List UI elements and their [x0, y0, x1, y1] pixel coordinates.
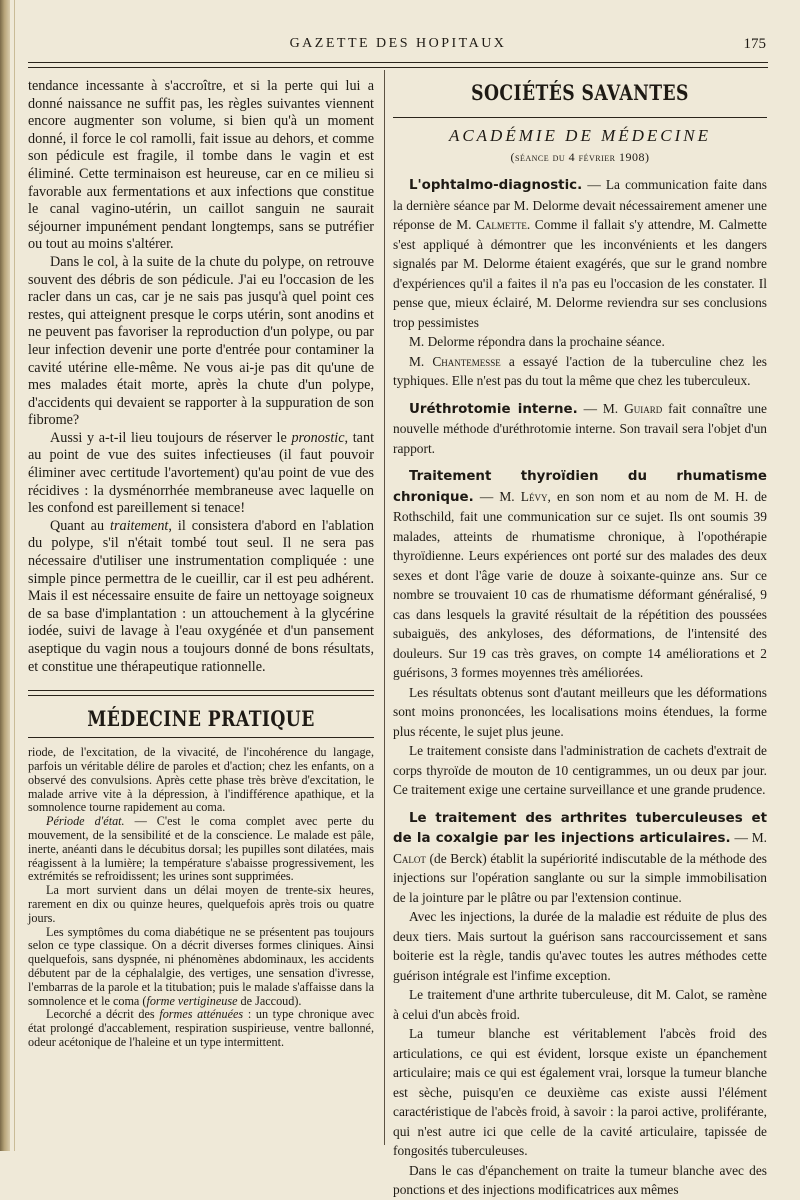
- entry-arthritis: Le traitement des arthrites tuberculeuses et de la coxalgie par les injections articulaires. — M. Calot (de Berck) établit la supériorité indiscutable de la méthode des injections sur l'opération sanglante ou sur la simple immobilisation de la jointure par le plâtre ou par l'extension continue.: [393, 810, 767, 905]
- left-column: [28, 78, 374, 1050]
- author-name: Calmette: [475, 217, 527, 232]
- emphasis-prognosis: pronostic: [291, 429, 345, 446]
- emphasis-treatment: traitement: [110, 517, 169, 534]
- prognosis-paragraph: [28, 430, 374, 518]
- text-run: . Comme il fallait s'y attendre, M. Calmette s'est appliqué à démontrer que les inconvénients et les dangers signalés par M. Delorme étaient exagérés, que sur le grand nombre d'expériences qu'il a faites il n'a pas eu l'occasion de les constater. Il pense que, mieux éclairé, M. Delorme reviendra sur ses conclusions trop pessimistes: [393, 217, 767, 330]
- paragraph: [28, 1008, 374, 1049]
- section-heading: MÉDECINE PRATIQUE: [87, 706, 315, 732]
- practical-medicine-header: [28, 706, 374, 731]
- entry-title: Le traitement des arthrites tuberculeuses et de la coxalgie par les injections articulaires.: [393, 810, 767, 846]
- paragraph: Dans le col, à la suite de la chute du polype, on retrouve souvent des débris de son pédicule. J'ai eu l'occasion de les racler dans un cas, car je ne sais pas jusqu'à quel point ces restes, qui atteignent presque le corps utérin, sont anodins et ne peuvent pas favoriser la reproduction d'un polype, ou par leur infection devenir une porte d'entrée pour contaminer la cavité utérine elle-même. Ne vous ai-je pas dit qu'une de mes malades était morte, après la chute d'un polype, d'accidents qui devaient se rapporter à la suppuration de son fibrome?: [28, 253, 374, 429]
- section-underline: [393, 117, 767, 118]
- paragraph: [28, 926, 374, 1009]
- text-run: Lecorché a décrit des: [46, 1007, 160, 1022]
- text-run: , tant au point de vue des suites infectieuses (il faut pouvoir éliminer avec certitude l'avortement) qu'au point de vue des récidives : la dysménorrhée membraneuse avec laquelle on les confond est pareillement si tenace!: [28, 429, 375, 517]
- text-run: , en son nom et au nom de M. H. de Rothschild, fait une communication sur ce sujet. Ils ont soumis 39 malades, atteints de rhumatisme chronique, à l'opothérapie thyroïdienne. Leurs expériences ont porté sur des malades des deux sexes et dont l'âge varie de douze à soixante-quinze ans. Sur ce nombre se trouvaient 10 cas de rhumatisme déformant généralisé, 9 cas dans lesquels la gravité résultait de la répétition des poussées subaiguës, des ankyloses, des déformations, de l'intensité des douleurs. Sur 19 cas très graves, on compte 14 améliorations et 2 guérisons, 3 formes moyennes très améliorées.: [393, 488, 767, 680]
- paragraph: Le traitement consiste dans l'administration de cachets d'extrait de corps thyroïde de mouton de 10 centigrammes, un ou deux par jour. Ce traitement exige une certaine surveillance et une grande prudence.: [393, 743, 767, 797]
- paragraph: La tumeur blanche est véritablement l'abcès froid des articulations, ce qui est évident, lorsque existe un épanchement articulaire; mais ce qui est également vrai, lorsque la tumeur blanche est sèche, puisqu'en ce deuxième cas existe aussi l'élément caractéristique de l'abcès froid, à savoir : la paroi active, proliférante, qui n'est autre ici que celle de la cavité articulaire, tapissée de fongosités tuberculeuses.: [393, 1026, 767, 1158]
- paragraph: M. Chantemesse a essayé l'action de la tuberculine chez les typhiques. Elle n'est pas du tout la même que chez les tuberculeux.: [393, 353, 767, 388]
- paragraph: M. Delorme répondra dans la prochaine séance.: [409, 334, 665, 349]
- entry-ophtalmo: [393, 175, 767, 332]
- paragraph: Avec les injections, la durée de la maladie est réduite de plus des deux tiers. Mais surtout la guérison sans raccourcissement et sans boiterie est la règle, tandis qu'avec toutes les autres méthodes cette guérison intégrale est l'infime exception.: [393, 909, 767, 983]
- section-underline: [28, 737, 374, 738]
- paragraph: tendance incessante à s'accroître, et si la perte qui lui a donné naissance ne suffit pas, les règles suivantes viennent encore augmenter son volume, si bien qu'à un moment donné, il force le col ramolli, fait issue au dehors, et comme son pédicule est fragile, il tombe dans le vagin et est éliminé. Cette terminaison est heureuse, car en ce milieu si favorable aux fermentations et aux infections que constitue le canal vagino-utérin, un caillot sanguin ne saurait séjourner impunément pendant longtemps, sans se putréfier ou tout au moins s'altérer.: [28, 78, 374, 253]
- binding-shadow-line: [14, 0, 15, 1151]
- entry-title: Traitement thyroïdien du rhumatisme chronique.: [393, 469, 767, 505]
- paragraph: La mort survient dans un délai moyen de trente-six heures, rarement en dix ou quinze heures, quelquefois après trois ou quatre jours.: [28, 883, 374, 925]
- entry-title: L'ophtalmo-diagnostic.: [409, 178, 583, 193]
- author-name: Guiard: [624, 400, 663, 416]
- book-binding-edge: [0, 0, 10, 1151]
- emphasis: forme vertigineuse: [146, 993, 238, 1008]
- paragraph: [28, 815, 374, 884]
- author-name: Calot: [393, 850, 426, 866]
- text-run: : un type chronique avec état prolongé d'accablement, respiration suspirieuse, ventre ballonné, odeur acétonique de l'haleine et un type intermittent.: [28, 1007, 375, 1049]
- text-run: — La communication faite dans la dernière séance par M. Delorme devait nécessairement amener une réponse de M.: [393, 177, 767, 232]
- fibroid-article: [28, 78, 374, 676]
- text-run: Aussi y a-t-il lieu toujours de réserver le: [50, 429, 292, 446]
- paragraph: Dans le cas d'épanchement on traite la tumeur blanche avec des ponctions et des injections modificatrices aux mêmes: [393, 1162, 767, 1197]
- journal-title: GAZETTE DES HOPITAUX: [289, 36, 507, 51]
- practical-medicine-text: [28, 746, 374, 1050]
- paragraph: Le traitement d'une arthrite tuberculeuse, dit M. Calot, se ramène à celui d'un abcès froid.: [393, 987, 767, 1022]
- period-label: Période d'état.: [46, 814, 125, 829]
- emphasis: formes atténuées: [159, 1007, 244, 1022]
- right-column: [393, 78, 767, 1200]
- text-run: , il consistera d'abord en l'ablation du polype, s'il n'était tombé tout seul. Il ne sera pas nécessaire d'utiliser une instrumentation compliquée : une simple pince permettra de le cueillir, car il est peu adhérent. Mais il est nécessaire ensuite de faire un nettoyage soigneux de sa base d'implantation : un attouchement à la glycérine iodée, suivi de lavage à l'eau oxygénée et d'un pansement aseptique du vagin nous a toujours donné de bons résultats, et constitue une thérapeutique rationnelle.: [28, 517, 374, 675]
- section-heading: SOCIÉTÉS SAVANTES: [471, 80, 689, 105]
- text-run: Les symptômes du coma diabétique ne se présentent pas toujours selon ce type classique. On a décrit diverses formes cliniques. Ainsi quelquefois, sans dyspnée, ni phénomènes abdominaux, les accidents débutent par de la céphalalgie, des vertiges, une sensation d'ivresse, l'embarras de la parole et la titubation; puis le malade s'affaisse dans la somnolence et le coma (: [28, 924, 374, 1008]
- entry-title: Uréthrotomie interne.: [409, 401, 578, 417]
- entry-thyroid: Traitement thyroïdien du rhumatisme chronique. — M. Lévy, en son nom et au nom de M. H. de Rothschild, fait une communication sur ce sujet. Ils ont soumis 39 malades, atteints de rhumatisme chronique, à l'opothérapie thyroïdienne. Leurs expériences ont porté sur des malades des deux sexes et dont l'âge varie de douze à soixante-quinze ans. Sur ce nombre se trouvaient 10 cas de rhumatisme déformant généralisé, 9 cas dans lesquels la gravité résultait de la répétition des poussées subaiguës, des ankyloses, des déformations, de l'intensité des douleurs. Sur 19 cas très graves, on compte 14 améliorations et 2 guérisons, 3 formes moyennes très améliorées.: [393, 469, 767, 680]
- entry-urethrotomy: Uréthrotomie interne. — M. Guiard fait connaître une nouvelle méthode d'uréthrotomie interne. Son travail sera l'objet d'un rapport.: [393, 400, 767, 456]
- column-divider: [384, 70, 385, 1145]
- text-run: — C'est le coma complet avec perte du mouvement, de la sensibilité et de la conscience. Le malade est pâle, inerte, anéanti dans le décubitus dorsal; les pupilles sont dilatées, mais réagissent à la lumière; la température s'abaisse progressivement, les extrémités se refroidissent; les urines sont supprimées.: [28, 814, 374, 884]
- treatment-paragraph: [28, 518, 374, 676]
- text-run: Quant au: [50, 517, 111, 534]
- academy-proceedings: [393, 175, 767, 1200]
- paragraph: riode, de l'excitation, de la vivacité, de l'incohérence du langage, parfois un véritable délire de paroles et d'action; chez les enfants, on a observé des convulsions. Après cette phase très brève d'excitation, le malade arrive vite à la dépression, à l'indifférence apathique, et la somnolence tourne rapidement au coma.: [28, 745, 374, 815]
- page-number: 175: [743, 36, 766, 52]
- learned-societies-header: [393, 80, 767, 105]
- section-rule: [28, 690, 374, 696]
- header-rule: [28, 62, 768, 68]
- sitting-date: (séance du 4 février 1908): [510, 150, 650, 164]
- text-run: de Jaccoud).: [237, 993, 302, 1008]
- text-run: (de Berck) établit la supériorité indiscutable de la méthode des injections sur l'opération sanglante ou sur la simple immobilisation de la jointure par le plâtre ou par l'extension continue.: [393, 850, 767, 905]
- text-run: fait connaître une nouvelle méthode d'uréthrotomie interne. Son travail sera l'objet d'un rapport.: [393, 400, 767, 456]
- author-name: Lévy: [520, 488, 548, 504]
- running-header: [0, 36, 800, 56]
- paragraph: Les résultats obtenus sont d'autant meilleurs que les déformations sont moins prononcées, les localisations moins étendues, la forme plus récente, le sujet plus jeune.: [393, 684, 767, 739]
- author-name: Chantemesse: [432, 353, 501, 369]
- text-run: a essayé l'action de la tuberculine chez les typhiques. Elle n'est pas du tout la même que chez les tuberculeux.: [393, 353, 767, 388]
- academy-title: ACADÉMIE DE MÉDECINE: [448, 126, 712, 145]
